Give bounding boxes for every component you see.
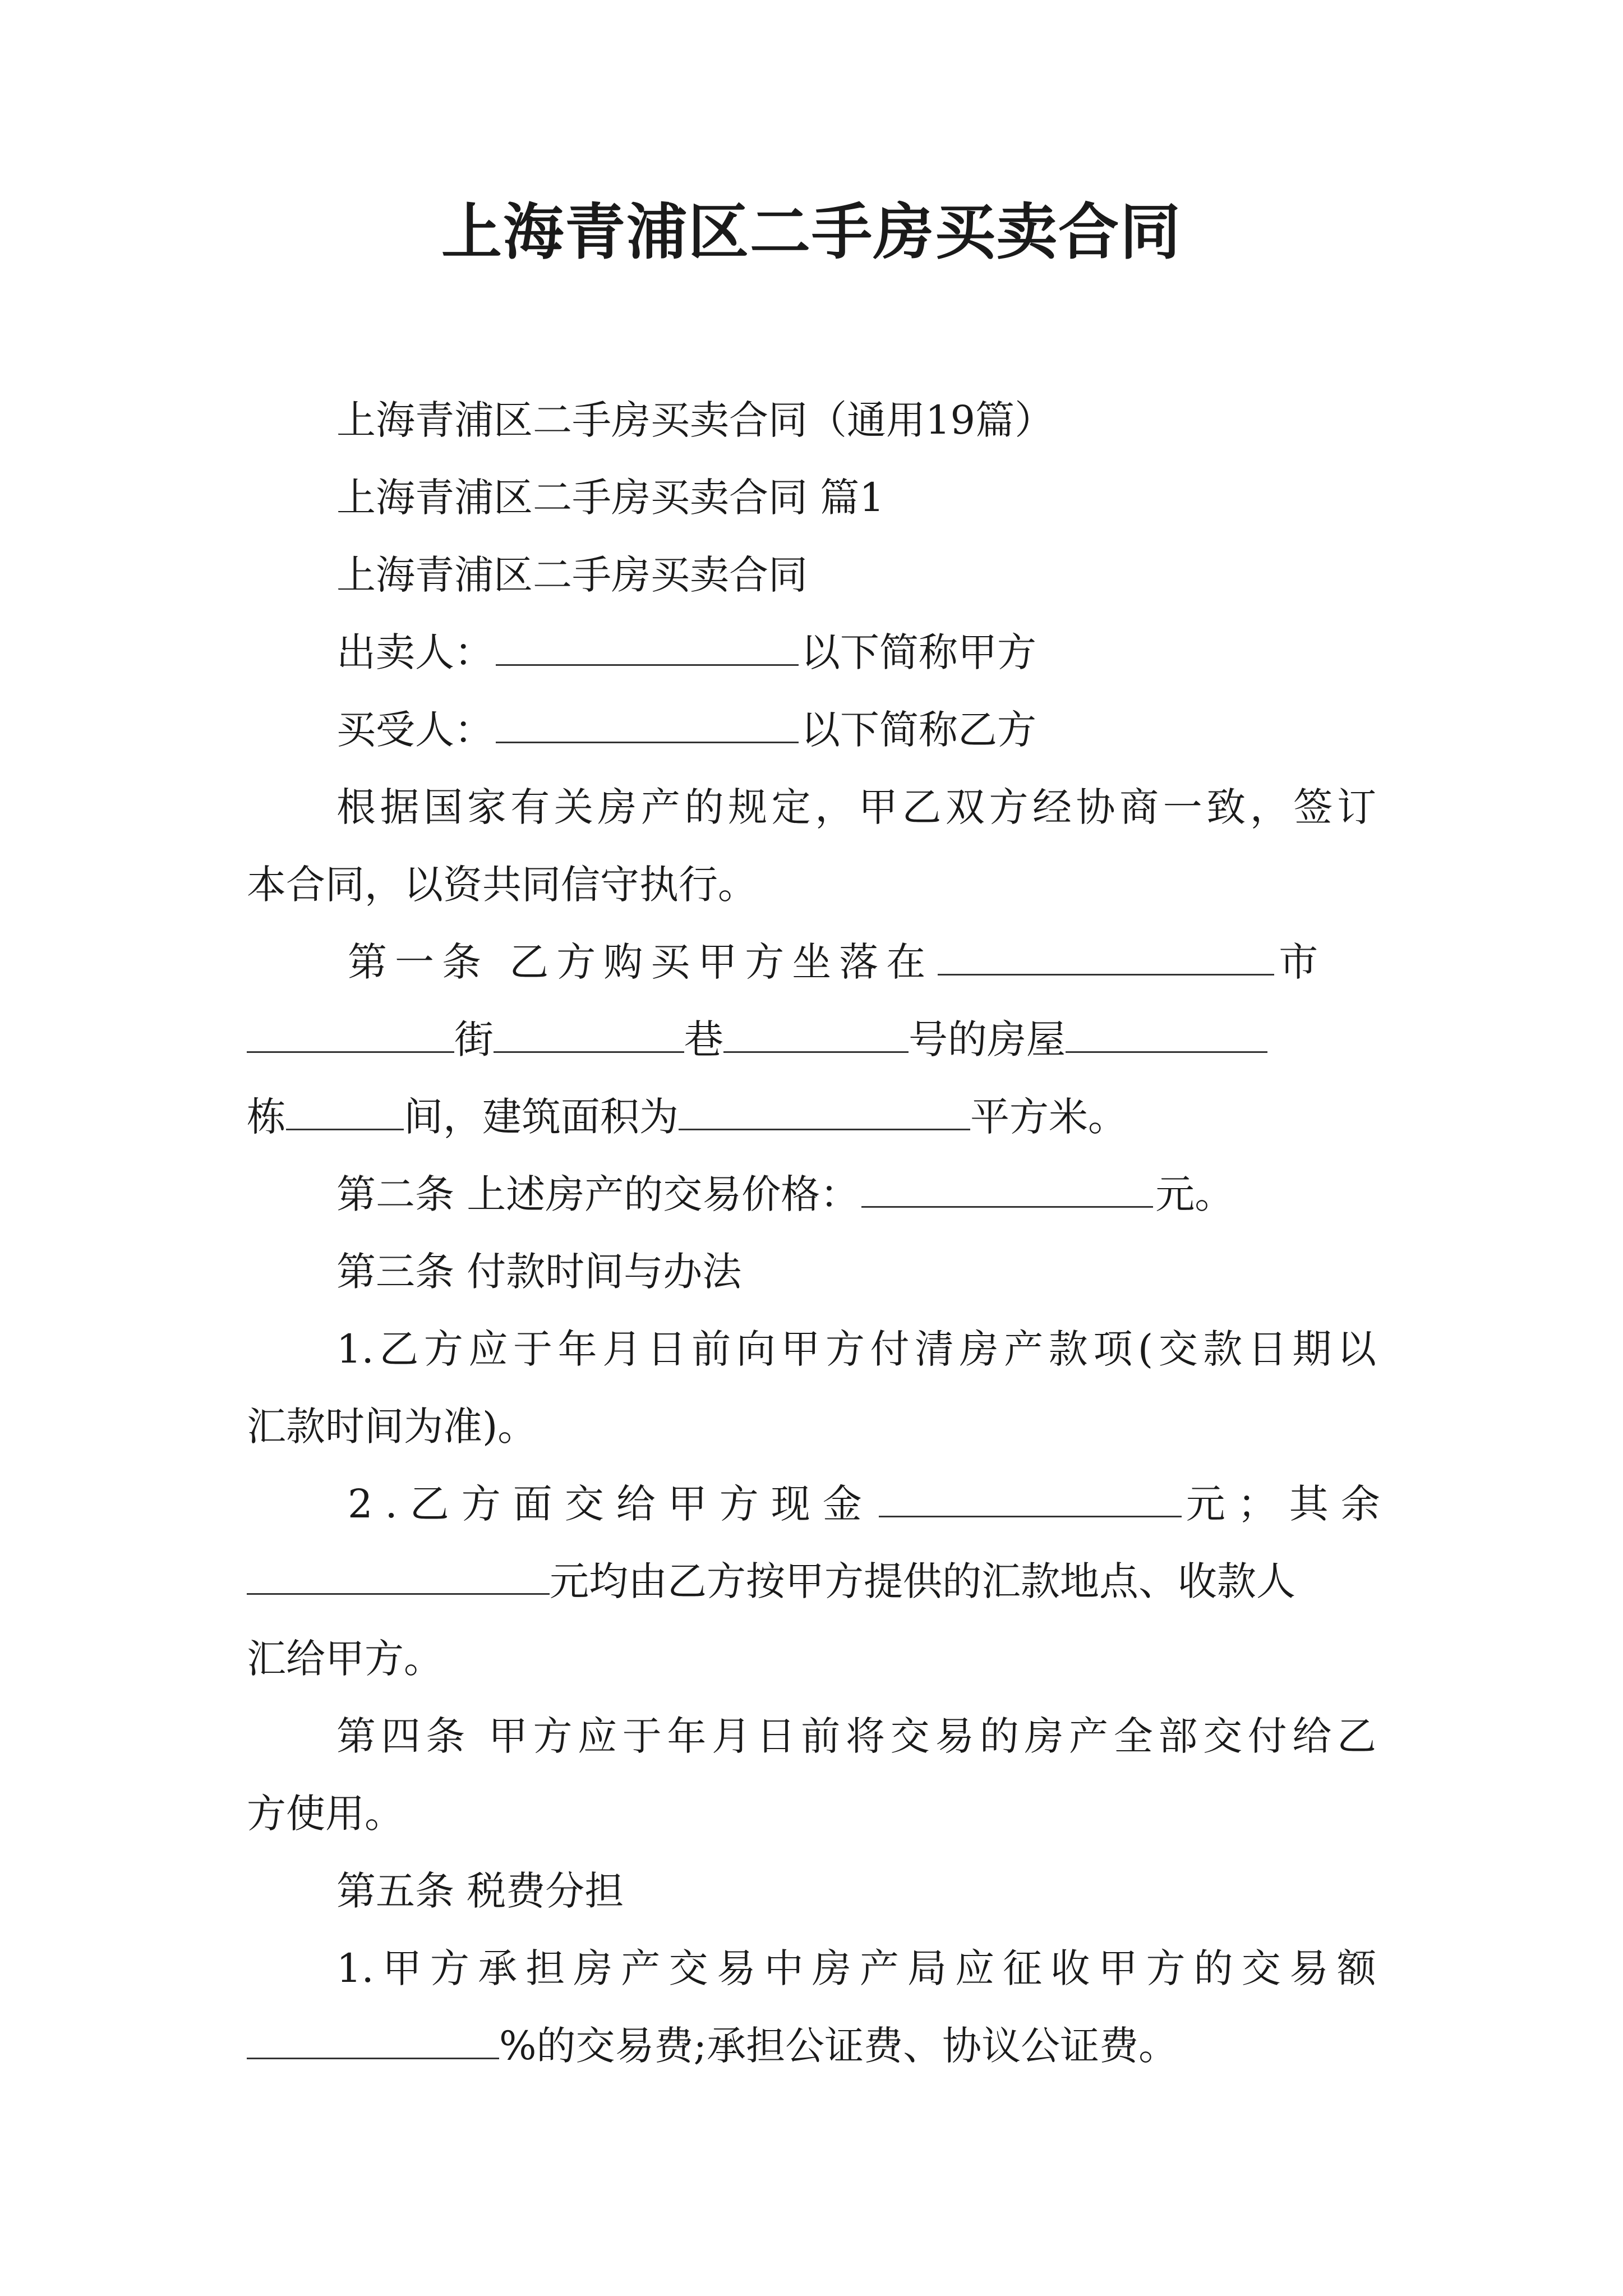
- article-4-text-2: 方使用。: [247, 1791, 404, 1837]
- article-2-unit: 元。: [1155, 1171, 1234, 1217]
- article-3-item-2-line-3: [247, 1620, 1376, 1697]
- article-3-item-1-line-2: [247, 1388, 1376, 1465]
- article-2-text: 第二条 上述房产的交易价格：: [336, 1171, 860, 1217]
- article-3-item-2-line-1: [247, 1465, 1393, 1543]
- article-1-text: 第一条 乙方购买甲方坐落在: [348, 939, 934, 985]
- house-blank: [1066, 1014, 1267, 1053]
- buyer-blank: [496, 705, 799, 744]
- city-blank: [938, 937, 1274, 976]
- article-4-line-2: [247, 1775, 1376, 1852]
- article-1-city: 市: [1279, 939, 1326, 985]
- contract-name: 上海青浦区二手房买卖合同: [336, 552, 808, 598]
- article-3-item-2-line-2: [247, 1543, 1376, 1620]
- percent-blank: [247, 2021, 499, 2060]
- document-title: 上海青浦区二手房买卖合同: [441, 197, 1182, 268]
- buyer-line: [247, 691, 1376, 769]
- article-1-rooms: 间，建筑面积为: [404, 1094, 679, 1140]
- article-5-heading: [247, 1852, 1376, 1930]
- article-3-item-1-text-2: 汇款时间为准)。: [247, 1404, 537, 1450]
- article-1-line-1: [247, 923, 1376, 1001]
- document-body: [247, 381, 1393, 2085]
- article-1-dong: 栋: [247, 1094, 286, 1140]
- article-1-line-3: [247, 1078, 1376, 1156]
- article-2-line: [247, 1156, 1376, 1233]
- article-1-street: 街: [454, 1016, 494, 1062]
- collection-title: 上海青浦区二手房买卖合同（通用19篇）: [336, 397, 1054, 443]
- article-3-heading: [247, 1233, 1376, 1310]
- article-5-item-1-line-1: [247, 1930, 1376, 2007]
- dong-blank: [286, 1092, 404, 1131]
- number-blank: [723, 1014, 909, 1053]
- seller-suffix: 以下简称甲方: [801, 629, 1036, 675]
- paragraph-contract-name: [247, 536, 1376, 614]
- basis-text-2: 本合同，以资共同信守执行。: [247, 862, 757, 908]
- article-3-item-1-text-1: 1.乙方应于年月日前向甲方付清房产款项(交款日期以: [336, 1326, 1376, 1372]
- article-1-lane: 巷: [684, 1016, 723, 1062]
- basis-text-1: 根据国家有关房产的规定，甲乙双方经协商一致，签订: [336, 784, 1376, 830]
- remainder-blank: [247, 1556, 550, 1595]
- article-5-item-1-line-2: [247, 2007, 1376, 2085]
- article-3-item-1-line-1: [247, 1310, 1376, 1388]
- basis-line-1: [247, 769, 1376, 846]
- buyer-label: 买受人：: [336, 707, 494, 753]
- seller-line: [247, 614, 1376, 691]
- article-1-sqm: 平方米。: [970, 1094, 1127, 1140]
- street-blank: [247, 1014, 454, 1053]
- paragraph-heading-part: [247, 459, 1376, 536]
- paragraph-heading-collection: [247, 381, 1376, 459]
- part-title: 上海青浦区二手房买卖合同 篇1: [336, 475, 884, 521]
- buyer-suffix: 以下简称乙方: [801, 707, 1036, 753]
- article-3-item-2-text-3: 元均由乙方按甲方提供的汇款地点、收款人: [550, 1558, 1295, 1604]
- article-1-line-2: [247, 1001, 1376, 1078]
- article-3-text: 第三条 付款时间与办法: [336, 1249, 742, 1295]
- article-3-item-2-text-1: 2.乙方面交给甲方现金: [348, 1481, 874, 1527]
- article-4-text-1: 第四条 甲方应于年月日前将交易的房产全部交付给乙: [336, 1713, 1376, 1759]
- article-3-item-2-text-4: 汇给甲方。: [247, 1636, 443, 1682]
- article-5-item-1-text-1: 1.甲方承担房产交易中房产局应征收甲方的交易额: [336, 1945, 1376, 1991]
- lane-blank: [494, 1014, 684, 1053]
- area-blank: [679, 1092, 970, 1131]
- price-blank: [861, 1169, 1153, 1208]
- article-5-text: 第五条 税费分担: [336, 1868, 624, 1914]
- article-4-line-1: [247, 1697, 1376, 1775]
- cash-blank: [879, 1479, 1182, 1518]
- seller-label: 出卖人：: [336, 629, 494, 675]
- seller-blank: [496, 627, 799, 666]
- article-5-item-1-text-2: %的交易费;承担公证费、协议公证费。: [499, 2023, 1178, 2069]
- basis-line-2: [247, 846, 1376, 923]
- article-3-item-2-text-2: 元；其余: [1186, 1481, 1393, 1527]
- article-1-house: 号的房屋: [909, 1016, 1066, 1062]
